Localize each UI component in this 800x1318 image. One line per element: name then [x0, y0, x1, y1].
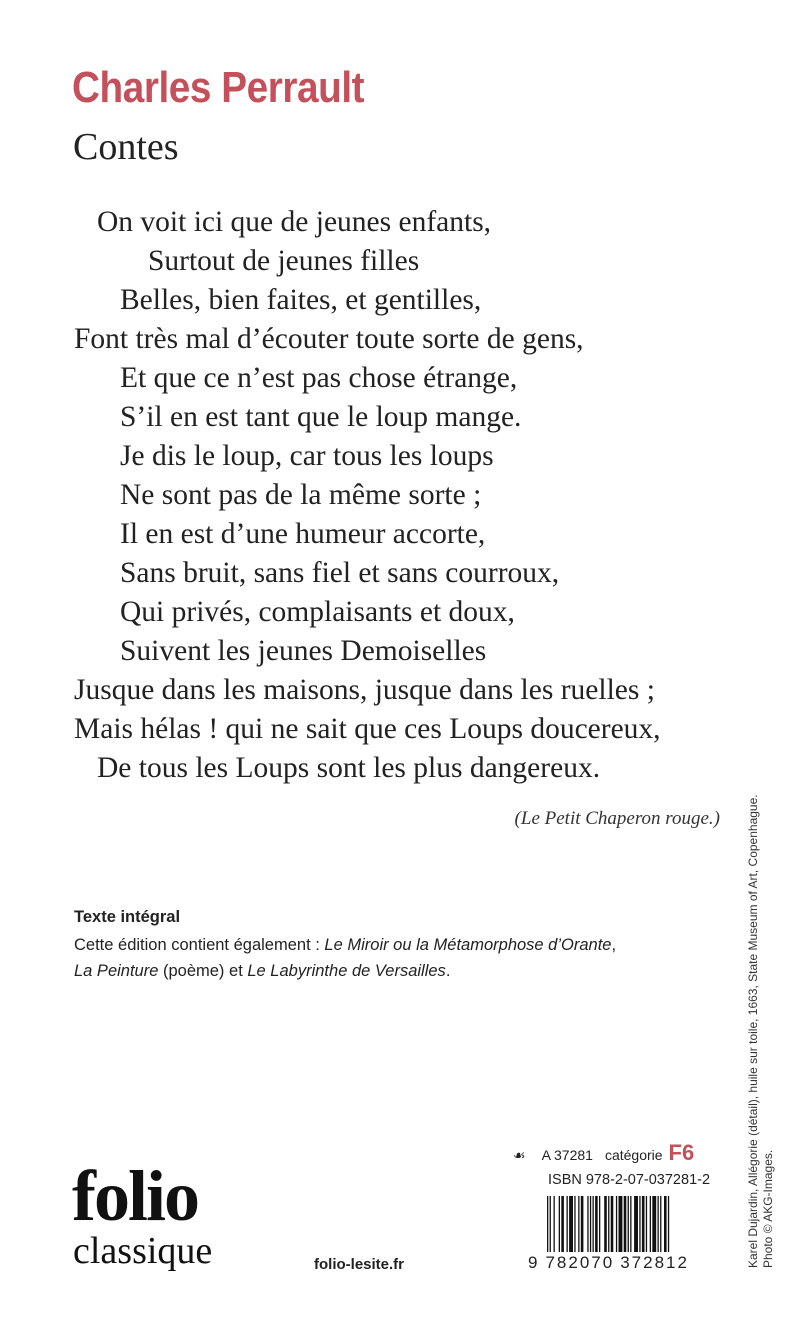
- category-label: catégorie: [604, 1147, 663, 1163]
- poem-line: S’il en est tant que le loup mange.: [120, 401, 522, 433]
- poem-line: Il en est d’une humeur accorte,: [120, 518, 486, 550]
- edition-info: [74, 908, 616, 984]
- edition-title: La Peinture: [74, 962, 159, 980]
- edition-line-2: [74, 958, 616, 984]
- poem-source: (Le Petit Chaperon rouge.): [514, 808, 720, 829]
- poem-line: Belles, bien faites, et gentilles,: [120, 284, 482, 316]
- cover-credit-line: Photo © AKG-Images.: [761, 1149, 775, 1268]
- poem-line: Suivent les jeunes Demoiselles: [120, 635, 487, 667]
- product-code: A 37281: [541, 1147, 593, 1163]
- barcode-digits-right: 372812: [620, 1253, 689, 1272]
- edition-text: Cette édition contient également :: [74, 936, 325, 954]
- poem-line: Font très mal d’écouter toute sorte de gens,: [74, 323, 584, 355]
- cover-credit-line: Karel Dujardin, Allégorie (détail), huile sur toile, 1663, State Museum of Art, Copenhague.: [746, 794, 760, 1268]
- book-title: Contes: [73, 126, 179, 168]
- barcode-digits: [528, 1253, 695, 1273]
- poem-line: Ne sont pas de la même sorte ;: [120, 479, 482, 511]
- triskele-icon: ☙: [513, 1147, 526, 1163]
- edition-heading: Texte intégral: [74, 908, 181, 926]
- website-link[interactable]: folio-lesite.fr: [314, 1256, 405, 1273]
- product-code-row: [513, 1140, 694, 1166]
- poem-line: Surtout de jeunes filles: [148, 245, 420, 277]
- edition-title: Le Miroir ou la Métamorphose d’Orante: [324, 936, 612, 954]
- edition-line-1: [74, 932, 616, 958]
- cover-credit: [746, 748, 776, 1268]
- poem-line: Jusque dans les maisons, jusque dans les ruelles ;: [74, 674, 655, 706]
- classique-logo: classique: [73, 1230, 213, 1272]
- poem-line: De tous les Loups sont les plus dangereux.: [97, 752, 601, 784]
- category-badge: F6: [668, 1140, 695, 1165]
- barcode-digit-first: 9: [528, 1253, 540, 1272]
- poem-line: Sans bruit, sans fiel et sans courroux,: [120, 557, 560, 589]
- poem-line: Et que ce n’est pas chose étrange,: [120, 362, 518, 394]
- barcode-digits-left: 782070: [545, 1253, 615, 1272]
- edition-title: Le Labyrinthe de Versailles: [247, 962, 446, 980]
- edition-text: ,: [611, 936, 617, 954]
- edition-text: (poème) et: [158, 962, 248, 980]
- isbn: ISBN 978-2-07-037281-2: [548, 1172, 711, 1188]
- folio-logo: folio: [72, 1156, 198, 1236]
- edition-text: .: [445, 962, 451, 980]
- poem-line: Mais hélas ! qui ne sait que ces Loups doucereux,: [74, 713, 661, 745]
- author-name: Charles Perrault: [72, 63, 365, 112]
- barcode: [547, 1196, 719, 1252]
- poem-line: Je dis le loup, car tous les loups: [120, 440, 494, 472]
- poem-line: Qui privés, complaisants et doux,: [120, 596, 515, 628]
- poem-line: On voit ici que de jeunes enfants,: [97, 206, 492, 238]
